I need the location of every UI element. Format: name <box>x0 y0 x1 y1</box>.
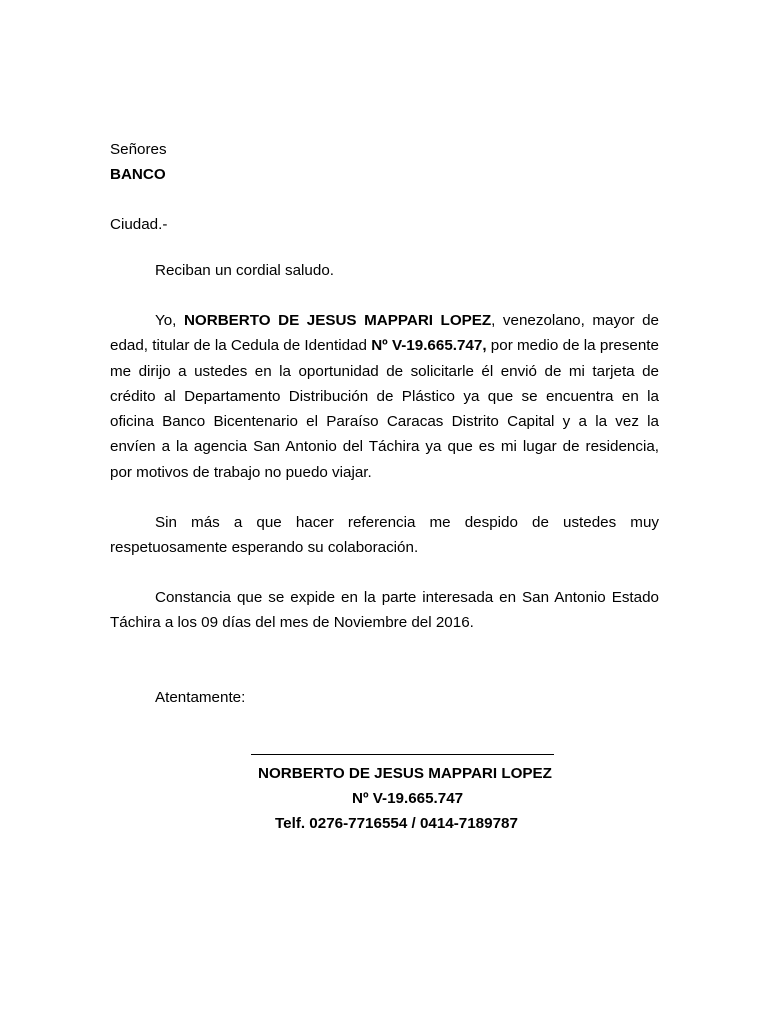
signature-phone: Telf. 0276-7716554 / 0414-7189787 <box>275 815 518 832</box>
greeting: Reciban un cordial saludo. <box>155 262 334 279</box>
signature-line <box>251 754 554 755</box>
body1-intro: Yo, <box>155 312 184 329</box>
body-paragraph-3: Constancia que se expide en la parte interesada en San Antonio Estado Táchira a los 09 días del mes de Noviembre del 2016. <box>110 589 659 632</box>
recipient-name: BANCO <box>110 166 166 183</box>
salutation: Señores <box>110 141 167 158</box>
body-paragraph-1 <box>110 308 659 485</box>
body1-mid: , venezolano, mayor de edad, titular de la Cedula de Identidad <box>110 312 660 355</box>
body-paragraph-2: Sin más a que hacer referencia me despido de ustedes muy respetuosamente esperando su colaboración. <box>110 514 659 557</box>
body1-name: NORBERTO DE JESUS MAPPARI LOPEZ <box>183 312 492 329</box>
recipient-block <box>110 137 659 187</box>
body1-id-number: Nº V-19.665.747, <box>371 337 487 355</box>
signature-id: Nº V-19.665.747 <box>352 790 464 807</box>
closing: Atentamente: <box>155 689 246 706</box>
body1-rest: por medio de la presente me dirijo a ustedes en la oportunidad de solicitarle él envió de mi tarjeta de crédito al Departamento Distribución de Plástico ya que se encuentra en la oficina Banco Bicentenario el Paraíso Caracas Distrito Capital y a la vez la envíen a la agencia San Antonio del Táchira ya que es mi lugar de residencia, por motivos de trabajo no puedo viajar. <box>110 337 659 481</box>
city-line: Ciudad.- <box>110 216 168 233</box>
signature-name: NORBERTO DE JESUS MAPPARI LOPEZ <box>258 765 552 782</box>
